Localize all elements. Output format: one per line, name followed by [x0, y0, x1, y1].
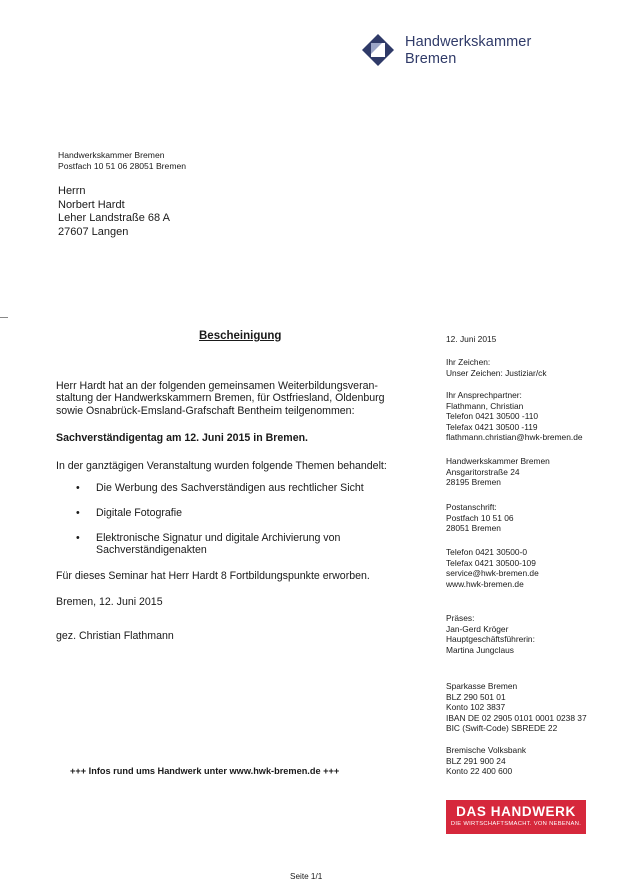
intro-line-1: Herr Hardt hat an der folgenden gemeinsamen Weiterbildungsveran- [56, 380, 378, 392]
bank2-account: Konto 22 400 600 [446, 766, 513, 777]
logo-line-1: Handwerkskammer [405, 34, 532, 50]
postal-address [446, 502, 616, 534]
signature: gez. Christian Flathmann [56, 630, 174, 642]
post-label: Postanschrift: [446, 502, 497, 512]
event-title: Sachverständigentag am 12. Juni 2015 in Bremen. [56, 432, 308, 444]
ceo-label: Hauptgeschäftsführerin: [446, 634, 535, 645]
chamber-logo-text [405, 34, 531, 68]
sender-address [58, 150, 186, 172]
badge-slogan: DIE WIRTSCHAFTSMACHT. VON NEBENAN. [450, 821, 582, 827]
intro-line-3: sowie Osnabrück-Emsland-Grafschaft Bentheim teilgenommen: [56, 404, 355, 417]
document-title: Bescheinigung [199, 330, 282, 342]
general-web: www.hwk-bremen.de [446, 578, 524, 589]
intro-paragraph [56, 380, 416, 417]
recipient-salutation: Herrn [58, 185, 86, 197]
list-item: • Elektronische Signatur und digitale Archivierung von Sachverständigenakten [74, 532, 356, 557]
contact-phone: Telefon 0421 30500 -110 [446, 411, 539, 422]
office-address [446, 456, 616, 488]
contact-fax: Telefax 0421 30500 -119 [446, 421, 538, 432]
contact-label: Ihr Ansprechpartner: [446, 390, 522, 400]
president-name: Jan-Gerd Kröger [446, 623, 509, 634]
letter-date: 12. Juni 2015 [446, 334, 497, 344]
footer-info: +++ Infos rund ums Handwerk unter www.hwk-bremen.de +++ [70, 766, 340, 776]
bank1-name: Sparkasse Bremen [446, 681, 518, 691]
general-contact [446, 547, 616, 589]
post-box: Postfach 10 51 06 [446, 512, 514, 523]
general-phone: Telefon 0421 30500-0 [446, 547, 528, 557]
reference-block [446, 357, 616, 378]
recipient-name: Norbert Hardt [58, 198, 125, 211]
logo-line-2: Bremen [405, 51, 457, 67]
bank2-name: Bremische Volksbank [446, 745, 527, 755]
topics-intro: In der ganztägigen Veranstaltung wurden folgende Themen behandelt: [56, 460, 387, 472]
bank1-iban: IBAN DE 02 2905 0101 0001 0238 37 [446, 712, 587, 723]
contact-name: Flathmann, Christian [446, 400, 524, 411]
intro-line-2: staltung der Handwerkskammern Bremen, für Ostfriesland, Oldenburg [56, 392, 385, 405]
recipient-address [58, 185, 170, 239]
ceo-name: Martina Jungclaus [446, 644, 514, 655]
bank1-account: Konto 102 3837 [446, 702, 506, 713]
general-email: service@hwk-bremen.de [446, 568, 539, 579]
topics-list [74, 482, 394, 569]
president-label: Präses: [446, 613, 475, 623]
list-item: • Die Werbung des Sachverständigen aus rechtlicher Sicht [74, 482, 394, 494]
das-handwerk-badge [446, 800, 586, 834]
our-reference: Unser Zeichen: Justiziar/ck [446, 367, 547, 378]
your-reference: Ihr Zeichen: [446, 357, 491, 367]
chamber-logo [362, 34, 562, 74]
place-date: Bremen, 12. Juni 2015 [56, 596, 163, 608]
chamber-logo-icon [362, 34, 394, 66]
recipient-street: Leher Landstraße 68 A [58, 212, 170, 225]
management-block [446, 613, 616, 655]
credits-paragraph: Für dieses Seminar hat Herr Hardt 8 Fortbildungspunkte erworben. [56, 570, 370, 582]
office-city: 28195 Bremen [446, 477, 501, 488]
bank-details-1 [446, 681, 616, 734]
post-city: 28051 Bremen [446, 523, 501, 534]
bank1-bic: BIC (Swift-Code) SBREDE 22 [446, 723, 558, 734]
bank-details-2 [446, 745, 616, 777]
office-name: Handwerkskammer Bremen [446, 456, 550, 466]
sender-line-1: Handwerkskammer Bremen [58, 150, 165, 160]
sender-line-2: Postfach 10 51 06 28051 Bremen [58, 161, 187, 171]
badge-title: DAS HANDWERK [456, 804, 576, 819]
bank1-blz: BLZ 290 501 01 [446, 691, 506, 702]
list-item: • Digitale Fotografie [74, 507, 394, 519]
contact-email: flathmann.christian@hwk-bremen.de [446, 432, 583, 443]
page-number: Seite 1/1 [290, 872, 323, 881]
contact-block [446, 390, 616, 443]
bank2-blz: BLZ 291 900 24 [446, 755, 506, 766]
office-street: Ansgaritorstraße 24 [446, 466, 520, 477]
general-fax: Telefax 0421 30500-109 [446, 557, 536, 568]
fold-mark [0, 317, 8, 318]
recipient-city: 27607 Langen [58, 225, 129, 238]
